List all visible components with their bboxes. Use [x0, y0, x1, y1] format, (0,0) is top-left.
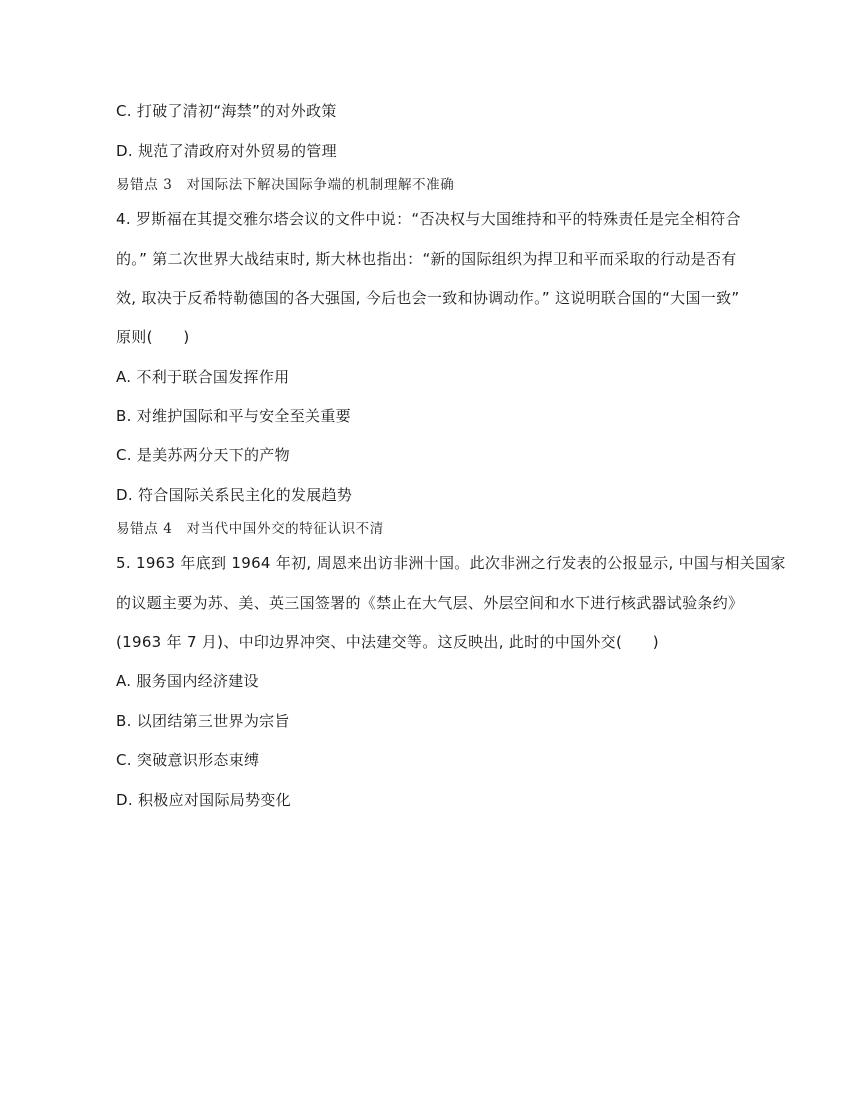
question-5-line-2: 的议题主要为苏、美、英三国签署的《禁止在大气层、外层空间和水下进行核武器试验条约》: [116, 594, 744, 612]
question-4-option-b: B. 对维护国际和平与安全至关重要: [116, 407, 351, 425]
option-d-prev: D. 规范了清政府对外贸易的管理: [116, 142, 337, 160]
question-4-option-a: A. 不利于联合国发挥作用: [116, 368, 290, 386]
question-4-line-1: 4. 罗斯福在其提交雅尔塔会议的文件中说：“否决权与大国维持和平的特殊责任是完全相符合: [116, 210, 741, 228]
question-4-line-3: 效, 取决于反希特勒德国的各大强国, 今后也会一致和协调动作。” 这说明联合国的“大国一致”: [116, 289, 740, 307]
question-4-line-4: 原则( ): [116, 328, 190, 346]
question-4-line-2: 的。” 第二次世界大战结束时, 斯大林也指出：“新的国际组织为捍卫和平而采取的行动是否有: [116, 250, 737, 268]
question-5-line-1: 5. 1963 年底到 1964 年初, 周恩来出访非洲十国。此次非洲之行发表的公报显示, 中国与相关国家: [116, 554, 786, 572]
question-5-option-b: B. 以团结第三世界为宗旨: [116, 712, 290, 730]
question-5-option-a: A. 服务国内经济建设: [116, 672, 259, 690]
question-4-option-c: C. 是美苏两分天下的产物: [116, 446, 290, 464]
question-5-line-3: (1963 年 7 月)、中印边界冲突、中法建交等。这反映出, 此时的中国外交( ): [116, 633, 659, 651]
option-c-prev: C. 打破了清初“海禁”的对外政策: [116, 102, 337, 120]
question-5-option-d: D. 积极应对国际局势变化: [116, 791, 291, 809]
question-5-option-c: C. 突破意识形态束缚: [116, 751, 260, 769]
section-heading-3: 易错点 3 对国际法下解决国际争端的机制理解不准确: [116, 177, 455, 193]
section-heading-4: 易错点 4 对当代中国外交的特征认识不清: [116, 521, 384, 537]
question-4-option-d: D. 符合国际关系民主化的发展趋势: [116, 486, 353, 504]
